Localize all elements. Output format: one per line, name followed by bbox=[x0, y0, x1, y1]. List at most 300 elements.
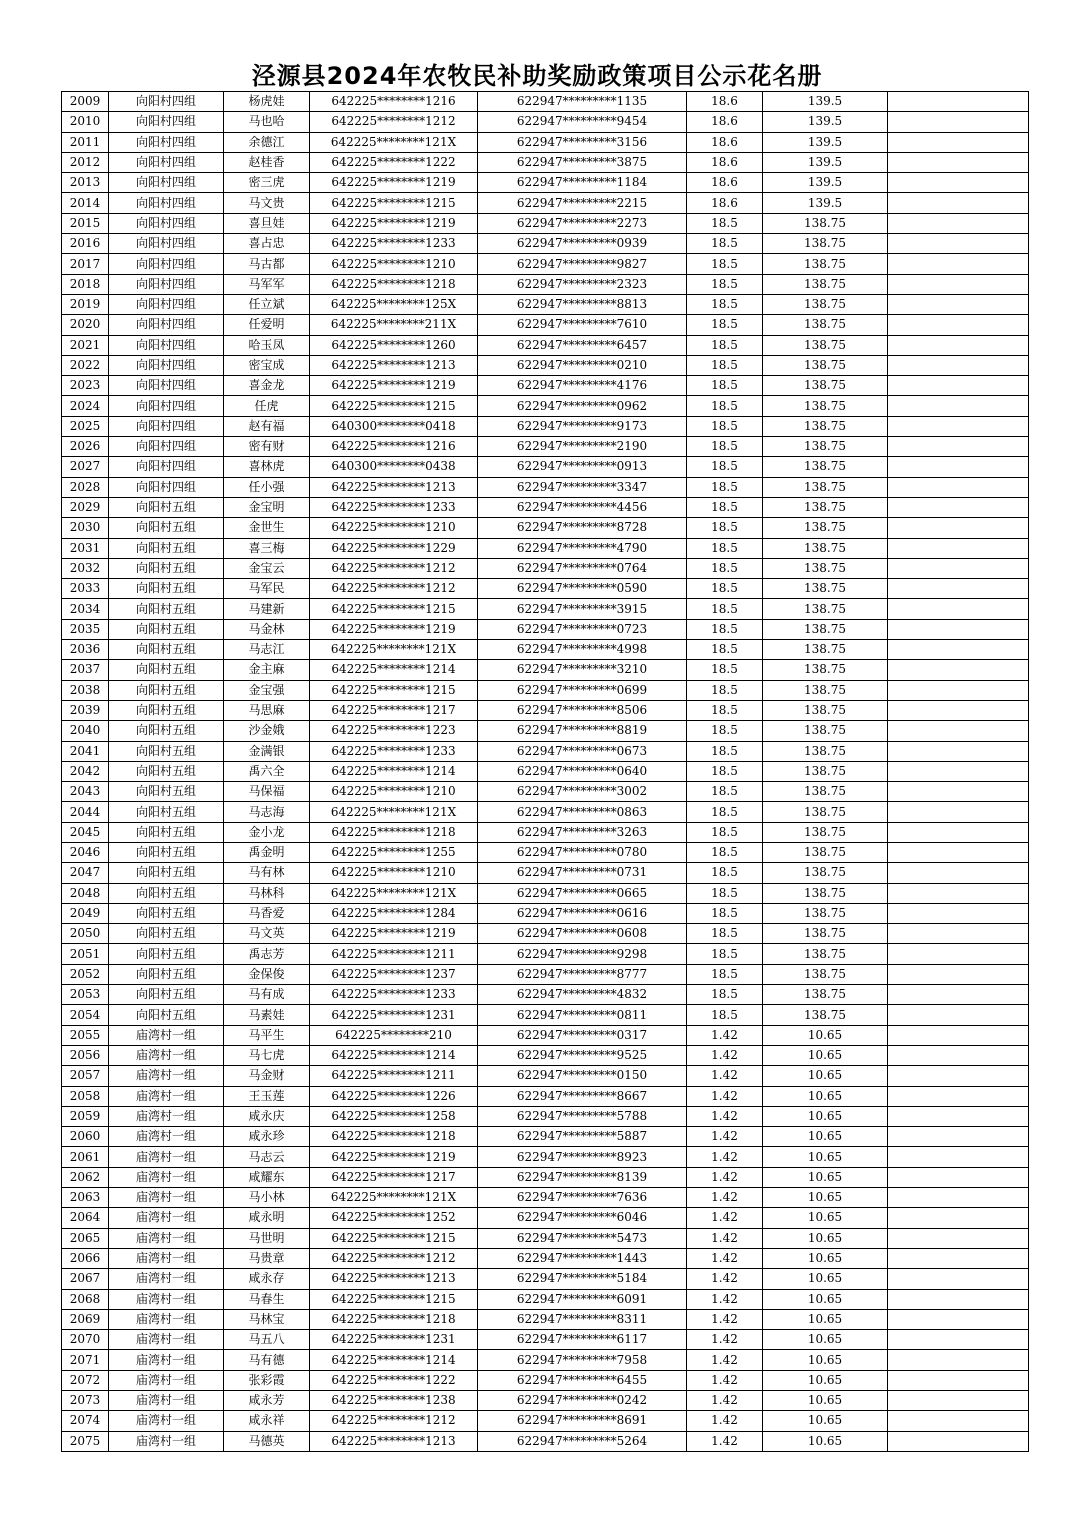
village-cell: 向阳村四组 bbox=[109, 234, 224, 254]
table-row bbox=[62, 274, 1029, 294]
amount-cell: 138.75 bbox=[763, 437, 888, 457]
table-row bbox=[62, 1208, 1029, 1228]
area-cell: 18.5 bbox=[687, 883, 763, 903]
remark-cell bbox=[888, 1411, 1029, 1431]
area-cell: 1.42 bbox=[687, 1147, 763, 1167]
remark-cell bbox=[888, 437, 1029, 457]
seq-cell: 2046 bbox=[62, 842, 109, 862]
amount-cell: 10.65 bbox=[763, 1431, 888, 1451]
village-cell: 向阳村四组 bbox=[109, 396, 224, 416]
table-row bbox=[62, 1188, 1029, 1208]
amount-cell: 138.75 bbox=[763, 1005, 888, 1025]
amount-cell: 138.75 bbox=[763, 234, 888, 254]
name-cell: 马五八 bbox=[224, 1330, 310, 1350]
seq-cell: 2023 bbox=[62, 376, 109, 396]
name-cell: 喜林虎 bbox=[224, 457, 310, 477]
id-number-cell: 642225********1215 bbox=[310, 396, 478, 416]
area-cell: 18.6 bbox=[687, 132, 763, 152]
village-cell: 向阳村五组 bbox=[109, 619, 224, 639]
village-cell: 庙湾村一组 bbox=[109, 1025, 224, 1045]
village-cell: 向阳村四组 bbox=[109, 112, 224, 132]
table-row bbox=[62, 234, 1029, 254]
id-number-cell: 642225********1238 bbox=[310, 1391, 478, 1411]
id-number-cell: 642225********1218 bbox=[310, 822, 478, 842]
id-number-cell: 642225********1258 bbox=[310, 1106, 478, 1126]
amount-cell: 10.65 bbox=[763, 1391, 888, 1411]
remark-cell bbox=[888, 619, 1029, 639]
village-cell: 向阳村五组 bbox=[109, 903, 224, 923]
amount-cell: 10.65 bbox=[763, 1370, 888, 1390]
bank-account-cell: 622947*********7958 bbox=[478, 1350, 687, 1370]
table-row bbox=[62, 254, 1029, 274]
seq-cell: 2047 bbox=[62, 863, 109, 883]
area-cell: 18.5 bbox=[687, 640, 763, 660]
seq-cell: 2054 bbox=[62, 1005, 109, 1025]
seq-cell: 2012 bbox=[62, 152, 109, 172]
amount-cell: 138.75 bbox=[763, 944, 888, 964]
area-cell: 18.6 bbox=[687, 173, 763, 193]
village-cell: 向阳村五组 bbox=[109, 1005, 224, 1025]
seq-cell: 2050 bbox=[62, 924, 109, 944]
amount-cell: 10.65 bbox=[763, 1045, 888, 1065]
id-number-cell: 642225********1223 bbox=[310, 721, 478, 741]
id-number-cell: 642225********1233 bbox=[310, 234, 478, 254]
name-cell: 密有财 bbox=[224, 437, 310, 457]
remark-cell bbox=[888, 579, 1029, 599]
remark-cell bbox=[888, 538, 1029, 558]
table-row bbox=[62, 335, 1029, 355]
table-row bbox=[62, 1167, 1029, 1187]
name-cell: 金保俊 bbox=[224, 964, 310, 984]
id-number-cell: 642225********1212 bbox=[310, 579, 478, 599]
area-cell: 18.5 bbox=[687, 700, 763, 720]
area-cell: 18.5 bbox=[687, 863, 763, 883]
area-cell: 1.42 bbox=[687, 1289, 763, 1309]
bank-account-cell: 622947*********7610 bbox=[478, 315, 687, 335]
table-row bbox=[62, 1350, 1029, 1370]
seq-cell: 2015 bbox=[62, 213, 109, 233]
village-cell: 向阳村五组 bbox=[109, 883, 224, 903]
area-cell: 18.5 bbox=[687, 721, 763, 741]
village-cell: 庙湾村一组 bbox=[109, 1106, 224, 1126]
name-cell: 金宝明 bbox=[224, 497, 310, 517]
seq-cell: 2064 bbox=[62, 1208, 109, 1228]
name-cell: 咸永明 bbox=[224, 1208, 310, 1228]
name-cell: 咸永存 bbox=[224, 1269, 310, 1289]
area-cell: 1.42 bbox=[687, 1370, 763, 1390]
amount-cell: 138.75 bbox=[763, 518, 888, 538]
area-cell: 18.6 bbox=[687, 193, 763, 213]
area-cell: 18.5 bbox=[687, 355, 763, 375]
id-number-cell: 642225********1219 bbox=[310, 376, 478, 396]
amount-cell: 139.5 bbox=[763, 193, 888, 213]
area-cell: 18.5 bbox=[687, 558, 763, 578]
bank-account-cell: 622947*********8923 bbox=[478, 1147, 687, 1167]
name-cell: 马香爱 bbox=[224, 903, 310, 923]
id-number-cell: 642225********1213 bbox=[310, 1431, 478, 1451]
village-cell: 向阳村五组 bbox=[109, 599, 224, 619]
remark-cell bbox=[888, 1086, 1029, 1106]
remark-cell bbox=[888, 1005, 1029, 1025]
table-row bbox=[62, 193, 1029, 213]
table-row bbox=[62, 173, 1029, 193]
bank-account-cell: 622947*********3347 bbox=[478, 477, 687, 497]
village-cell: 庙湾村一组 bbox=[109, 1147, 224, 1167]
id-number-cell: 642225********1215 bbox=[310, 680, 478, 700]
bank-account-cell: 622947*********0673 bbox=[478, 741, 687, 761]
area-cell: 1.42 bbox=[687, 1025, 763, 1045]
bank-account-cell: 622947*********0150 bbox=[478, 1066, 687, 1086]
bank-account-cell: 622947*********0764 bbox=[478, 558, 687, 578]
bank-account-cell: 622947*********8506 bbox=[478, 700, 687, 720]
remark-cell bbox=[888, 497, 1029, 517]
bank-account-cell: 622947*********0242 bbox=[478, 1391, 687, 1411]
area-cell: 18.5 bbox=[687, 457, 763, 477]
bank-account-cell: 622947*********0317 bbox=[478, 1025, 687, 1045]
area-cell: 18.5 bbox=[687, 538, 763, 558]
village-cell: 向阳村四组 bbox=[109, 92, 224, 112]
id-number-cell: 642225********1215 bbox=[310, 1289, 478, 1309]
id-number-cell: 642225********1212 bbox=[310, 558, 478, 578]
village-cell: 庙湾村一组 bbox=[109, 1350, 224, 1370]
area-cell: 1.42 bbox=[687, 1066, 763, 1086]
amount-cell: 138.75 bbox=[763, 985, 888, 1005]
bank-account-cell: 622947*********7636 bbox=[478, 1188, 687, 1208]
name-cell: 任小强 bbox=[224, 477, 310, 497]
bank-account-cell: 622947*********0811 bbox=[478, 1005, 687, 1025]
table-row bbox=[62, 538, 1029, 558]
bank-account-cell: 622947*********9298 bbox=[478, 944, 687, 964]
remark-cell bbox=[888, 1350, 1029, 1370]
area-cell: 18.5 bbox=[687, 964, 763, 984]
table-row bbox=[62, 924, 1029, 944]
roster-table bbox=[61, 91, 1029, 1452]
village-cell: 向阳村四组 bbox=[109, 193, 224, 213]
area-cell: 18.5 bbox=[687, 741, 763, 761]
id-number-cell: 642225********121X bbox=[310, 1188, 478, 1208]
remark-cell bbox=[888, 782, 1029, 802]
table-row bbox=[62, 1045, 1029, 1065]
table-row bbox=[62, 680, 1029, 700]
name-cell: 沙金娥 bbox=[224, 721, 310, 741]
name-cell: 马小林 bbox=[224, 1188, 310, 1208]
name-cell: 咸永珍 bbox=[224, 1127, 310, 1147]
seq-cell: 2066 bbox=[62, 1248, 109, 1268]
table-row bbox=[62, 213, 1029, 233]
village-cell: 向阳村五组 bbox=[109, 538, 224, 558]
name-cell: 喜占忠 bbox=[224, 234, 310, 254]
village-cell: 庙湾村一组 bbox=[109, 1370, 224, 1390]
name-cell: 禹金明 bbox=[224, 842, 310, 862]
name-cell: 马春生 bbox=[224, 1289, 310, 1309]
seq-cell: 2011 bbox=[62, 132, 109, 152]
name-cell: 马德英 bbox=[224, 1431, 310, 1451]
bank-account-cell: 622947*********0939 bbox=[478, 234, 687, 254]
seq-cell: 2065 bbox=[62, 1228, 109, 1248]
seq-cell: 2034 bbox=[62, 599, 109, 619]
area-cell: 18.5 bbox=[687, 335, 763, 355]
village-cell: 向阳村五组 bbox=[109, 944, 224, 964]
amount-cell: 10.65 bbox=[763, 1208, 888, 1228]
amount-cell: 10.65 bbox=[763, 1188, 888, 1208]
amount-cell: 10.65 bbox=[763, 1350, 888, 1370]
amount-cell: 138.75 bbox=[763, 294, 888, 314]
seq-cell: 2074 bbox=[62, 1411, 109, 1431]
seq-cell: 2017 bbox=[62, 254, 109, 274]
amount-cell: 139.5 bbox=[763, 173, 888, 193]
table-row bbox=[62, 477, 1029, 497]
id-number-cell: 642225********1212 bbox=[310, 112, 478, 132]
seq-cell: 2075 bbox=[62, 1431, 109, 1451]
village-cell: 向阳村五组 bbox=[109, 863, 224, 883]
seq-cell: 2043 bbox=[62, 782, 109, 802]
table-row bbox=[62, 1370, 1029, 1390]
id-number-cell: 642225********1237 bbox=[310, 964, 478, 984]
amount-cell: 138.75 bbox=[763, 903, 888, 923]
seq-cell: 2024 bbox=[62, 396, 109, 416]
id-number-cell: 642225********1231 bbox=[310, 1005, 478, 1025]
seq-cell: 2072 bbox=[62, 1370, 109, 1390]
area-cell: 1.42 bbox=[687, 1045, 763, 1065]
table-row bbox=[62, 558, 1029, 578]
name-cell: 余德江 bbox=[224, 132, 310, 152]
amount-cell: 10.65 bbox=[763, 1330, 888, 1350]
seq-cell: 2069 bbox=[62, 1309, 109, 1329]
id-number-cell: 642225********1219 bbox=[310, 619, 478, 639]
seq-cell: 2073 bbox=[62, 1391, 109, 1411]
name-cell: 马林科 bbox=[224, 883, 310, 903]
name-cell: 马有林 bbox=[224, 863, 310, 883]
village-cell: 庙湾村一组 bbox=[109, 1188, 224, 1208]
amount-cell: 138.75 bbox=[763, 721, 888, 741]
name-cell: 杨虎娃 bbox=[224, 92, 310, 112]
seq-cell: 2070 bbox=[62, 1330, 109, 1350]
table-row bbox=[62, 1248, 1029, 1268]
village-cell: 向阳村四组 bbox=[109, 477, 224, 497]
table-row bbox=[62, 802, 1029, 822]
bank-account-cell: 622947*********4176 bbox=[478, 376, 687, 396]
remark-cell bbox=[888, 761, 1029, 781]
seq-cell: 2009 bbox=[62, 92, 109, 112]
bank-account-cell: 622947*********0863 bbox=[478, 802, 687, 822]
seq-cell: 2040 bbox=[62, 721, 109, 741]
table-row bbox=[62, 1309, 1029, 1329]
seq-cell: 2057 bbox=[62, 1066, 109, 1086]
name-cell: 马志云 bbox=[224, 1147, 310, 1167]
table-row bbox=[62, 112, 1029, 132]
table-row bbox=[62, 599, 1029, 619]
bank-account-cell: 622947*********8691 bbox=[478, 1411, 687, 1431]
bank-account-cell: 622947*********3915 bbox=[478, 599, 687, 619]
remark-cell bbox=[888, 1370, 1029, 1390]
remark-cell bbox=[888, 721, 1029, 741]
remark-cell bbox=[888, 1330, 1029, 1350]
amount-cell: 138.75 bbox=[763, 497, 888, 517]
name-cell: 任虎 bbox=[224, 396, 310, 416]
table-row bbox=[62, 315, 1029, 335]
id-number-cell: 642225********1231 bbox=[310, 1330, 478, 1350]
area-cell: 18.5 bbox=[687, 924, 763, 944]
village-cell: 向阳村四组 bbox=[109, 132, 224, 152]
amount-cell: 10.65 bbox=[763, 1309, 888, 1329]
name-cell: 马世明 bbox=[224, 1228, 310, 1248]
village-cell: 庙湾村一组 bbox=[109, 1208, 224, 1228]
seq-cell: 2035 bbox=[62, 619, 109, 639]
remark-cell bbox=[888, 1309, 1029, 1329]
amount-cell: 138.75 bbox=[763, 842, 888, 862]
remark-cell bbox=[888, 112, 1029, 132]
village-cell: 向阳村五组 bbox=[109, 782, 224, 802]
remark-cell bbox=[888, 1228, 1029, 1248]
bank-account-cell: 622947*********6455 bbox=[478, 1370, 687, 1390]
table-row bbox=[62, 700, 1029, 720]
seq-cell: 2039 bbox=[62, 700, 109, 720]
name-cell: 马七虎 bbox=[224, 1045, 310, 1065]
bank-account-cell: 622947*********0731 bbox=[478, 863, 687, 883]
table-row bbox=[62, 1228, 1029, 1248]
amount-cell: 138.75 bbox=[763, 254, 888, 274]
table-row bbox=[62, 782, 1029, 802]
table-row bbox=[62, 416, 1029, 436]
seq-cell: 2025 bbox=[62, 416, 109, 436]
name-cell: 马文英 bbox=[224, 924, 310, 944]
remark-cell bbox=[888, 802, 1029, 822]
remark-cell bbox=[888, 741, 1029, 761]
id-number-cell: 642225********1229 bbox=[310, 538, 478, 558]
name-cell: 马有成 bbox=[224, 985, 310, 1005]
bank-account-cell: 622947*********0616 bbox=[478, 903, 687, 923]
page-title: 泾源县2024年农牧民补助奖励政策项目公示花名册 bbox=[251, 62, 823, 90]
id-number-cell: 642225********1255 bbox=[310, 842, 478, 862]
table-row bbox=[62, 741, 1029, 761]
table-row bbox=[62, 294, 1029, 314]
remark-cell bbox=[888, 254, 1029, 274]
village-cell: 向阳村五组 bbox=[109, 964, 224, 984]
seq-cell: 2020 bbox=[62, 315, 109, 335]
seq-cell: 2045 bbox=[62, 822, 109, 842]
village-cell: 庙湾村一组 bbox=[109, 1309, 224, 1329]
table-row bbox=[62, 1330, 1029, 1350]
name-cell: 金宝强 bbox=[224, 680, 310, 700]
seq-cell: 2013 bbox=[62, 173, 109, 193]
id-number-cell: 642225********1226 bbox=[310, 1086, 478, 1106]
amount-cell: 138.75 bbox=[763, 761, 888, 781]
amount-cell: 138.75 bbox=[763, 619, 888, 639]
remark-cell bbox=[888, 1188, 1029, 1208]
name-cell: 禹志芳 bbox=[224, 944, 310, 964]
name-cell: 咸永祥 bbox=[224, 1411, 310, 1431]
table-row bbox=[62, 883, 1029, 903]
table-row bbox=[62, 1106, 1029, 1126]
amount-cell: 10.65 bbox=[763, 1086, 888, 1106]
name-cell: 喜金龙 bbox=[224, 376, 310, 396]
bank-account-cell: 622947*********3875 bbox=[478, 152, 687, 172]
seq-cell: 2060 bbox=[62, 1127, 109, 1147]
village-cell: 向阳村四组 bbox=[109, 254, 224, 274]
id-number-cell: 642225********211X bbox=[310, 315, 478, 335]
village-cell: 庙湾村一组 bbox=[109, 1248, 224, 1268]
id-number-cell: 642225********1218 bbox=[310, 274, 478, 294]
amount-cell: 10.65 bbox=[763, 1411, 888, 1431]
name-cell: 咸永庆 bbox=[224, 1106, 310, 1126]
seq-cell: 2068 bbox=[62, 1289, 109, 1309]
id-number-cell: 642225********1210 bbox=[310, 863, 478, 883]
bank-account-cell: 622947*********5473 bbox=[478, 1228, 687, 1248]
bank-account-cell: 622947*********4998 bbox=[478, 640, 687, 660]
seq-cell: 2030 bbox=[62, 518, 109, 538]
amount-cell: 138.75 bbox=[763, 416, 888, 436]
remark-cell bbox=[888, 944, 1029, 964]
table-row bbox=[62, 1411, 1029, 1431]
seq-cell: 2014 bbox=[62, 193, 109, 213]
bank-account-cell: 622947*********3263 bbox=[478, 822, 687, 842]
village-cell: 向阳村五组 bbox=[109, 822, 224, 842]
seq-cell: 2067 bbox=[62, 1269, 109, 1289]
remark-cell bbox=[888, 477, 1029, 497]
seq-cell: 2042 bbox=[62, 761, 109, 781]
name-cell: 马平生 bbox=[224, 1025, 310, 1045]
village-cell: 向阳村四组 bbox=[109, 335, 224, 355]
bank-account-cell: 622947*********4456 bbox=[478, 497, 687, 517]
id-number-cell: 642225********1222 bbox=[310, 1370, 478, 1390]
name-cell: 马志江 bbox=[224, 640, 310, 660]
name-cell: 任爱明 bbox=[224, 315, 310, 335]
area-cell: 18.5 bbox=[687, 985, 763, 1005]
area-cell: 18.6 bbox=[687, 92, 763, 112]
table-row bbox=[62, 721, 1029, 741]
name-cell: 马思麻 bbox=[224, 700, 310, 720]
bank-account-cell: 622947*********1184 bbox=[478, 173, 687, 193]
village-cell: 向阳村四组 bbox=[109, 213, 224, 233]
name-cell: 马有德 bbox=[224, 1350, 310, 1370]
bank-account-cell: 622947*********3156 bbox=[478, 132, 687, 152]
remark-cell bbox=[888, 1147, 1029, 1167]
village-cell: 向阳村四组 bbox=[109, 173, 224, 193]
village-cell: 庙湾村一组 bbox=[109, 1066, 224, 1086]
seq-cell: 2055 bbox=[62, 1025, 109, 1045]
seq-cell: 2061 bbox=[62, 1147, 109, 1167]
seq-cell: 2053 bbox=[62, 985, 109, 1005]
bank-account-cell: 622947*********0590 bbox=[478, 579, 687, 599]
area-cell: 1.42 bbox=[687, 1106, 763, 1126]
id-number-cell: 642225********1219 bbox=[310, 1147, 478, 1167]
seq-cell: 2029 bbox=[62, 497, 109, 517]
amount-cell: 10.65 bbox=[763, 1167, 888, 1187]
area-cell: 18.5 bbox=[687, 376, 763, 396]
seq-cell: 2037 bbox=[62, 660, 109, 680]
remark-cell bbox=[888, 1127, 1029, 1147]
seq-cell: 2031 bbox=[62, 538, 109, 558]
amount-cell: 138.75 bbox=[763, 924, 888, 944]
table-row bbox=[62, 376, 1029, 396]
area-cell: 18.5 bbox=[687, 274, 763, 294]
name-cell: 王玉莲 bbox=[224, 1086, 310, 1106]
area-cell: 1.42 bbox=[687, 1167, 763, 1187]
bank-account-cell: 622947*********9173 bbox=[478, 416, 687, 436]
remark-cell bbox=[888, 294, 1029, 314]
table-row bbox=[62, 437, 1029, 457]
name-cell: 喜三梅 bbox=[224, 538, 310, 558]
amount-cell: 10.65 bbox=[763, 1127, 888, 1147]
remark-cell bbox=[888, 193, 1029, 213]
table-row bbox=[62, 640, 1029, 660]
amount-cell: 138.75 bbox=[763, 802, 888, 822]
amount-cell: 138.75 bbox=[763, 863, 888, 883]
area-cell: 18.5 bbox=[687, 599, 763, 619]
seq-cell: 2062 bbox=[62, 1167, 109, 1187]
remark-cell bbox=[888, 924, 1029, 944]
amount-cell: 138.75 bbox=[763, 599, 888, 619]
